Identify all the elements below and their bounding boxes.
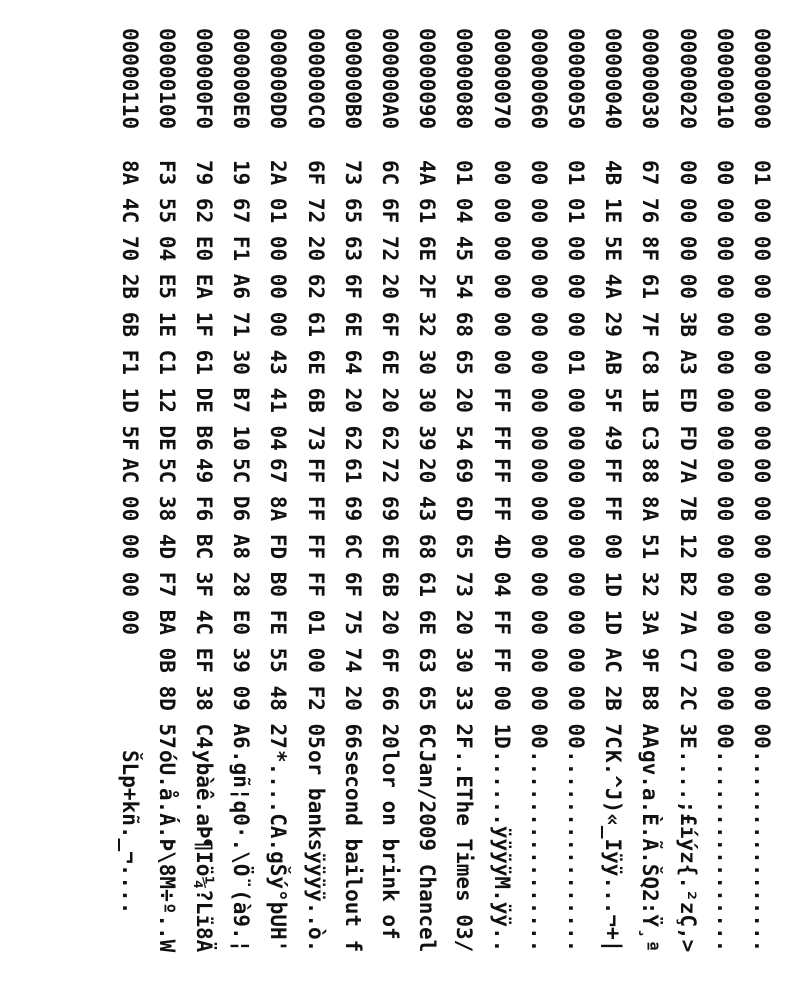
offset-value: 00000100	[154, 28, 179, 130]
ascii-text: ................	[750, 750, 774, 953]
offset-value: 00000020	[675, 28, 700, 130]
hex-bytes-group-2: 00 00 00 00 00 00 00 00	[712, 458, 737, 749]
hex-bytes-group-2: 72 69 6E 6B 20 6F 66 20	[378, 458, 402, 749]
offset-value: 00000010	[712, 28, 737, 130]
offset-value: 00000080	[452, 28, 477, 130]
offset-value: 00000110	[117, 28, 142, 130]
hex-bytes-group-1: 6C 6F 72 20 6F 6E 20 62	[378, 160, 402, 451]
offset-value: 00000070	[489, 28, 514, 130]
hex-bytes-group-1: 00 00 00 00 00 00 00 00	[712, 160, 737, 451]
hex-bytes-group-2: AC 00 00 00 00	[117, 458, 142, 636]
hex-bytes-group-1: 2A 01 00 00 00 43 41 04	[266, 160, 291, 451]
hex-bytes-group-2: 88 8A 51 32 3A 9F B8 AA	[638, 458, 663, 749]
ascii-text: ....;£íýz{.²zÇ,>	[675, 750, 700, 953]
hex-bytes-group-2: 5C 38 4D F7 BA 0B 8D 57	[154, 458, 179, 749]
ascii-text: .gñ¦q0·.\Ö¨(à9.¦	[229, 750, 254, 953]
ascii-text: second bailout f	[340, 750, 365, 953]
hex-bytes-group-1: 00 00 00 00 00 00 00 00	[526, 160, 551, 451]
offset-value: 00000030	[638, 28, 663, 130]
hex-bytes-group-2: 00 00 00 00 00 00 00 00	[564, 458, 588, 749]
offset-value: 00000090	[415, 28, 440, 130]
hex-bytes-group-2: 69 6D 65 73 20 30 33 2F	[452, 458, 477, 749]
hex-bytes-group-1: 00 00 00 00 00 00 FF FF	[489, 160, 514, 451]
ascii-text: ................	[712, 750, 737, 953]
hex-bytes-group-1: 6F 72 20 62 61 6E 6B 73	[303, 160, 328, 451]
hex-bytes-group-1: 01 00 00 00 00 00 00 00	[750, 160, 774, 451]
hex-bytes-group-1: 73 65 63 6F 6E 64 20 62	[340, 160, 365, 451]
hex-bytes-group-2: 20 43 68 61 6E 63 65 6C	[415, 458, 440, 749]
hex-bytes-group-2: FF FF 4D 04 FF FF 00 1D	[489, 458, 514, 749]
offset-value: 000000D0	[266, 28, 291, 130]
hex-bytes-group-2: 5C D6 A8 28 E0 39 09 A6	[229, 458, 254, 749]
offset-value: 00000000	[750, 28, 774, 130]
offset-value: 000000B0	[340, 28, 365, 130]
hex-bytes-group-2: FF FF FF FF 01 00 F2 05	[303, 458, 328, 749]
hex-bytes-group-1: 01 01 00 00 00 01 00 00	[564, 160, 588, 451]
hex-bytes-group-2: 49 F6 BC 3F 4C EF 38 C4	[192, 458, 216, 749]
ascii-text: ..EThe Times 03/	[452, 750, 477, 953]
ascii-text: ................	[526, 750, 551, 953]
hex-bytes-group-1: 4A 61 6E 2F 32 30 30 39	[415, 160, 440, 451]
hex-bytes-group-2: 00 00 00 00 00 00 00 00	[750, 458, 774, 749]
offset-value: 000000A0	[378, 28, 402, 130]
ascii-text: *....CA.gŠý°þUH'	[266, 750, 291, 953]
offset-value: 000000F0	[192, 28, 216, 130]
hex-bytes-group-2: 67 8A FD B0 FE 55 48 27	[266, 458, 291, 749]
ascii-text: or banksÿÿÿÿ..ò.	[303, 750, 328, 953]
hex-bytes-group-1: 19 67 F1 A6 71 30 B7 10	[229, 160, 254, 451]
offset-value: 00000050	[564, 28, 588, 130]
hex-bytes-group-1: F3 55 04 E5 1E C1 12 DE	[154, 160, 179, 451]
ascii-text: ................	[564, 750, 588, 953]
offset-value: 000000E0	[229, 28, 254, 130]
hex-bytes-group-1: 4B 1E 5E 4A 29 AB 5F 49	[601, 160, 626, 451]
ascii-text: óU.å.Á.Þ\8M÷º..W	[154, 750, 179, 953]
ascii-text: ybàê.aÞ¶Iö¼?Lï8Ä	[192, 750, 216, 953]
hex-bytes-group-2: 7A 7B 12 B2 7A C7 2C 3E	[675, 458, 700, 749]
hex-bytes-group-1: 67 76 8F 61 7F C8 1B C3	[638, 160, 663, 451]
hex-bytes-group-1: 79 62 E0 EA 1F 61 DE B6	[192, 160, 216, 451]
offset-value: 00000060	[526, 28, 551, 130]
offset-value: 00000040	[601, 28, 626, 130]
hex-bytes-group-2: 00 00 00 00 00 00 00 00	[526, 458, 551, 749]
ascii-text: K.^J)«_Iÿÿ...¬+|	[601, 750, 626, 953]
ascii-text: ŠLp+kñ._¬....	[117, 750, 142, 915]
hex-bytes-group-2: FF FF 00 1D 1D AC 2B 7C	[601, 458, 626, 749]
hex-bytes-group-2: 61 69 6C 6F 75 74 20 66	[340, 458, 365, 749]
offset-value: 000000C0	[303, 28, 328, 130]
ascii-text: gv.a.È.Ã.ŠQ2:Ÿ¸ª	[638, 750, 663, 953]
ascii-text: ......ÿÿÿÿM.ÿÿ..	[489, 750, 514, 953]
hex-bytes-group-1: 01 04 45 54 68 65 20 54	[452, 160, 477, 451]
hex-bytes-group-1: 8A 4C 70 2B 6B F1 1D 5F	[117, 160, 142, 451]
ascii-text: lor on brink of	[378, 750, 402, 953]
ascii-text: Jan/2009 Chancel	[415, 750, 440, 953]
hex-bytes-group-1: 00 00 00 00 3B A3 ED FD	[675, 160, 700, 451]
